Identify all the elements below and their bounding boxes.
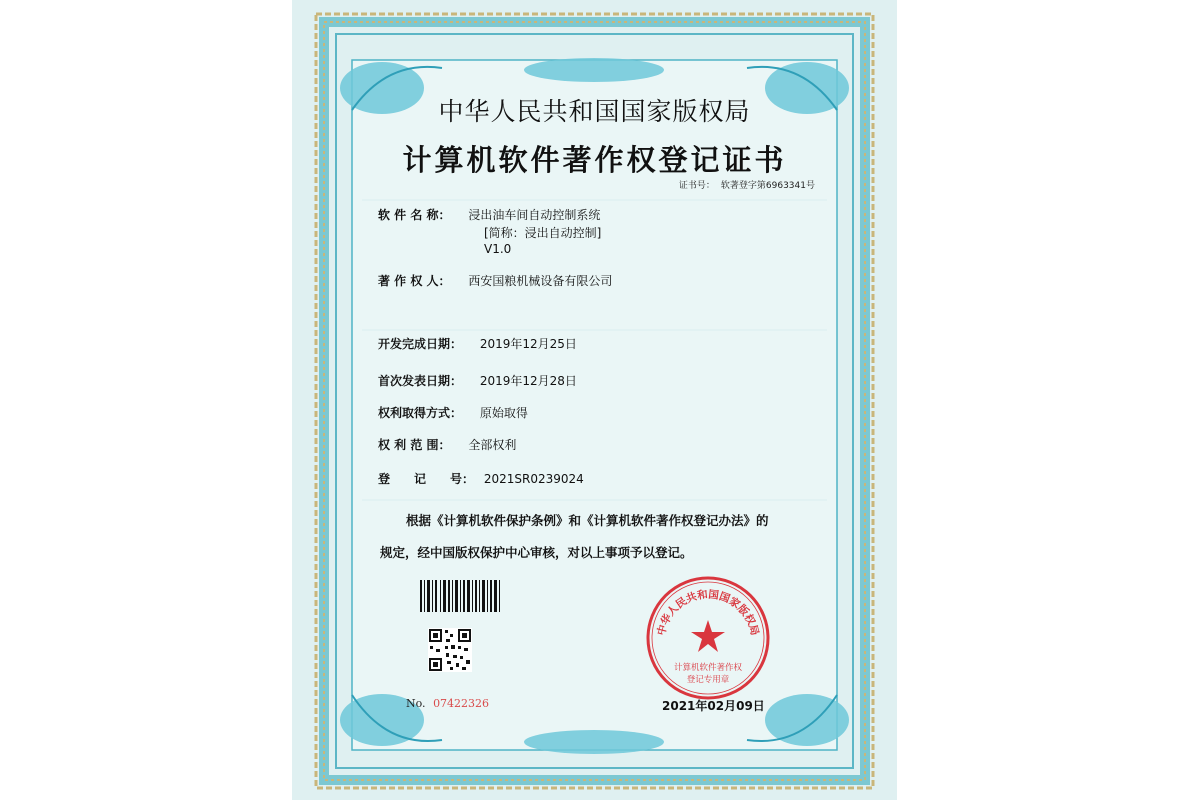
scope-row (378, 436, 516, 453)
seal-line2: 登记专用章 (686, 675, 730, 685)
serial-prefix: No. (406, 697, 426, 710)
dev-date-label: 开发完成日期： (378, 337, 463, 351)
scope-label: 权 利 范 围： (378, 438, 451, 452)
software-name-row (378, 206, 600, 223)
acquire-label: 权利取得方式： (378, 406, 463, 420)
seal-ring-text: 中华人民共和国国家版权局 (655, 588, 761, 637)
cert-no-value: 软著登字第6963341号 (720, 181, 815, 191)
copyright-holder: 西安国粮机械设备有限公司 (468, 274, 613, 288)
barcode-image (418, 580, 502, 612)
copyright-holder-row (378, 272, 612, 289)
software-name-label: 软 件 名 称： (378, 208, 451, 222)
seal-line1: 计算机软件著作权 (673, 663, 743, 673)
issuer-name: 中华人民共和国国家版权局 (438, 97, 751, 126)
serial-number (406, 697, 489, 710)
para-line2: 规定，经中国版权保护中心审核，对以上事项予以登记。 (380, 545, 693, 560)
acquire-method: 原始取得 (479, 406, 528, 420)
acquire-row (378, 404, 528, 421)
dev-date: 2019年12月25日 (479, 337, 577, 351)
official-seal (644, 574, 772, 702)
certificate-number (673, 178, 815, 191)
issue-date: 2021年02月09日 (662, 699, 765, 713)
short-name: [简称：浸出自动控制] (484, 226, 602, 240)
software-name: 浸出油车间自动控制系统 (468, 208, 601, 222)
pub-date-row (378, 372, 577, 389)
version: V1.0 (484, 242, 512, 256)
dev-date-row (378, 335, 577, 352)
scope: 全部权利 (468, 438, 517, 452)
pub-date-label: 首次发表日期： (378, 374, 463, 388)
pub-date: 2019年12月28日 (479, 374, 577, 388)
reg-no-row (378, 470, 584, 487)
certificate-title: 计算机软件著作权登记证书 (402, 143, 787, 177)
copyright-holder-label: 著 作 权 人： (378, 274, 451, 288)
legal-paragraph-line1 (380, 512, 810, 530)
serial-value: 07422326 (433, 697, 490, 710)
para-line1: 根据《计算机软件保护条例》和《计算机软件著作权登记办法》的 (406, 513, 769, 528)
reg-no-label: 登 记 号： (378, 472, 475, 486)
cert-no-label: 证书号： (678, 181, 715, 191)
qr-code-image (428, 628, 472, 672)
registration-number: 2021SR0239024 (483, 472, 584, 486)
certificate (292, 0, 897, 800)
